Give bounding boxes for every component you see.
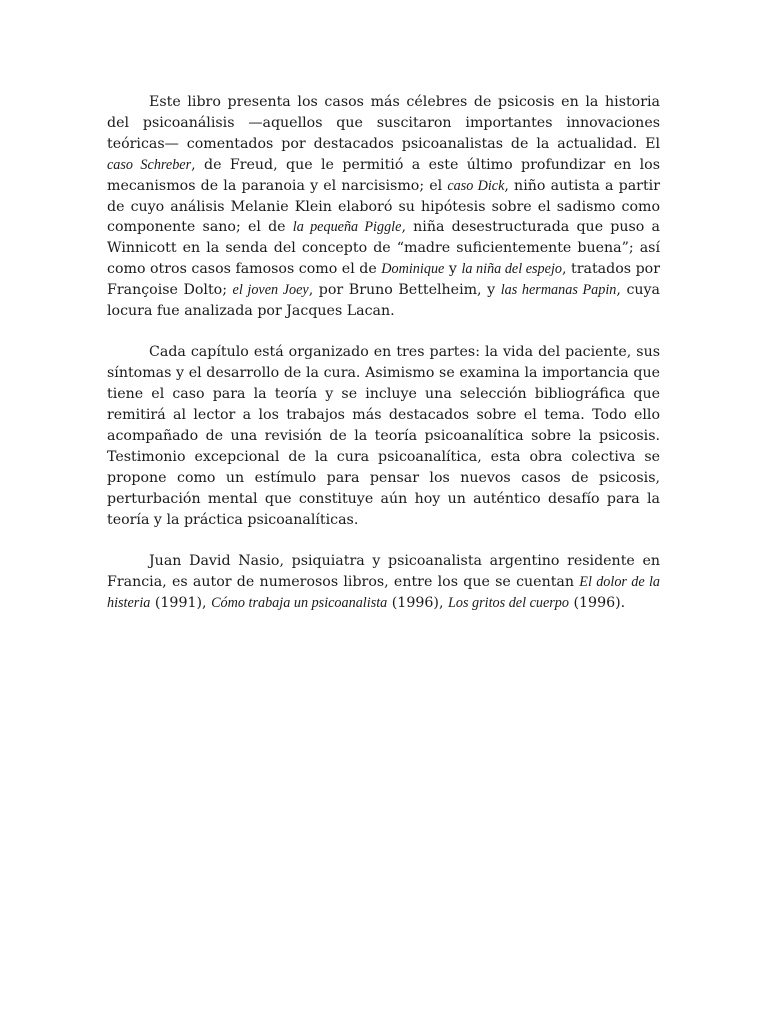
- italic-title: El dolor de la histeria: [107, 574, 660, 611]
- italic-title: el joven Joey: [232, 282, 309, 299]
- paragraph-author-bio: [107, 551, 660, 614]
- italic-title: la pequeña Piggle: [292, 219, 402, 236]
- text-segment: , cuya locura fue analizada por Jacques Lacan.: [107, 282, 660, 320]
- text-segment: , por Bruno Bettelheim, y: [308, 282, 501, 299]
- italic-title: Los gritos del cuerpo: [447, 594, 569, 611]
- italic-title: caso Dick: [447, 177, 505, 194]
- text-segment: , tratados por Françoise Dolto;: [107, 261, 660, 299]
- italic-title: Dominique: [381, 261, 445, 278]
- text-segment: Cada capítulo está organizado en tres partes: la vida del paciente, sus síntomas y el desarrollo de la cura. Asimismo se examina la importancia que tiene el caso para la teoría y se incluye una selección bibliográfica que remitirá al lector a los trabajos más destacados sobre el tema. Todo ello acompañado de una revisión de la teoría psicoanalítica sobre la psicosis. Testimonio excepcional de la cura psicoanalítica, esta obra colectiva se propone como un estímulo para pensar los nuevos casos de psicosis, perturbación mental que constituye aún hoy un auténtico desafío para la teoría y la práctica psicoanalíticas.: [107, 344, 660, 528]
- paragraph-structure: [107, 342, 660, 530]
- italic-title: las hermanas Papin: [500, 282, 617, 299]
- text-segment: (1996),: [387, 594, 448, 611]
- text-segment: , de Freud, que le permitió a este último profundizar en los mecanismos de la paranoia y el narcisismo; el: [107, 156, 660, 194]
- text-segment: (1991),: [150, 594, 212, 611]
- text-segment: , niño autista a partir de cuyo análisis Melanie Klein elaboró su hipótesis sobre el sadismo como componente sano; el de: [107, 177, 660, 236]
- italic-title: Cómo trabaja un psicoanalista: [211, 594, 388, 611]
- text-segment: Juan David Nasio, psiquiatra y psicoanalista argentino residente en Francia, es autor de numerosos libros, entre los que se cuentan: [107, 553, 660, 591]
- book-description: [107, 92, 660, 614]
- text-segment: Este libro presenta los casos más célebres de psicosis en la historia del psicoanálisis —aquellos que suscitaron importantes innovaciones teóricas— comentados por destacados psicoanalistas de la actualidad. El: [107, 94, 660, 152]
- text-segment: y: [444, 261, 462, 278]
- italic-title: la niña del espejo: [461, 261, 562, 278]
- paragraph-intro: [107, 92, 660, 322]
- text-segment: (1996).: [568, 594, 626, 611]
- italic-title: caso Schreber: [107, 156, 192, 173]
- text-segment: , niña desestructurada que puso a Winnicott en la senda del concepto de “madre suficientemente buena”; así como otros casos famosos como el de: [107, 219, 661, 278]
